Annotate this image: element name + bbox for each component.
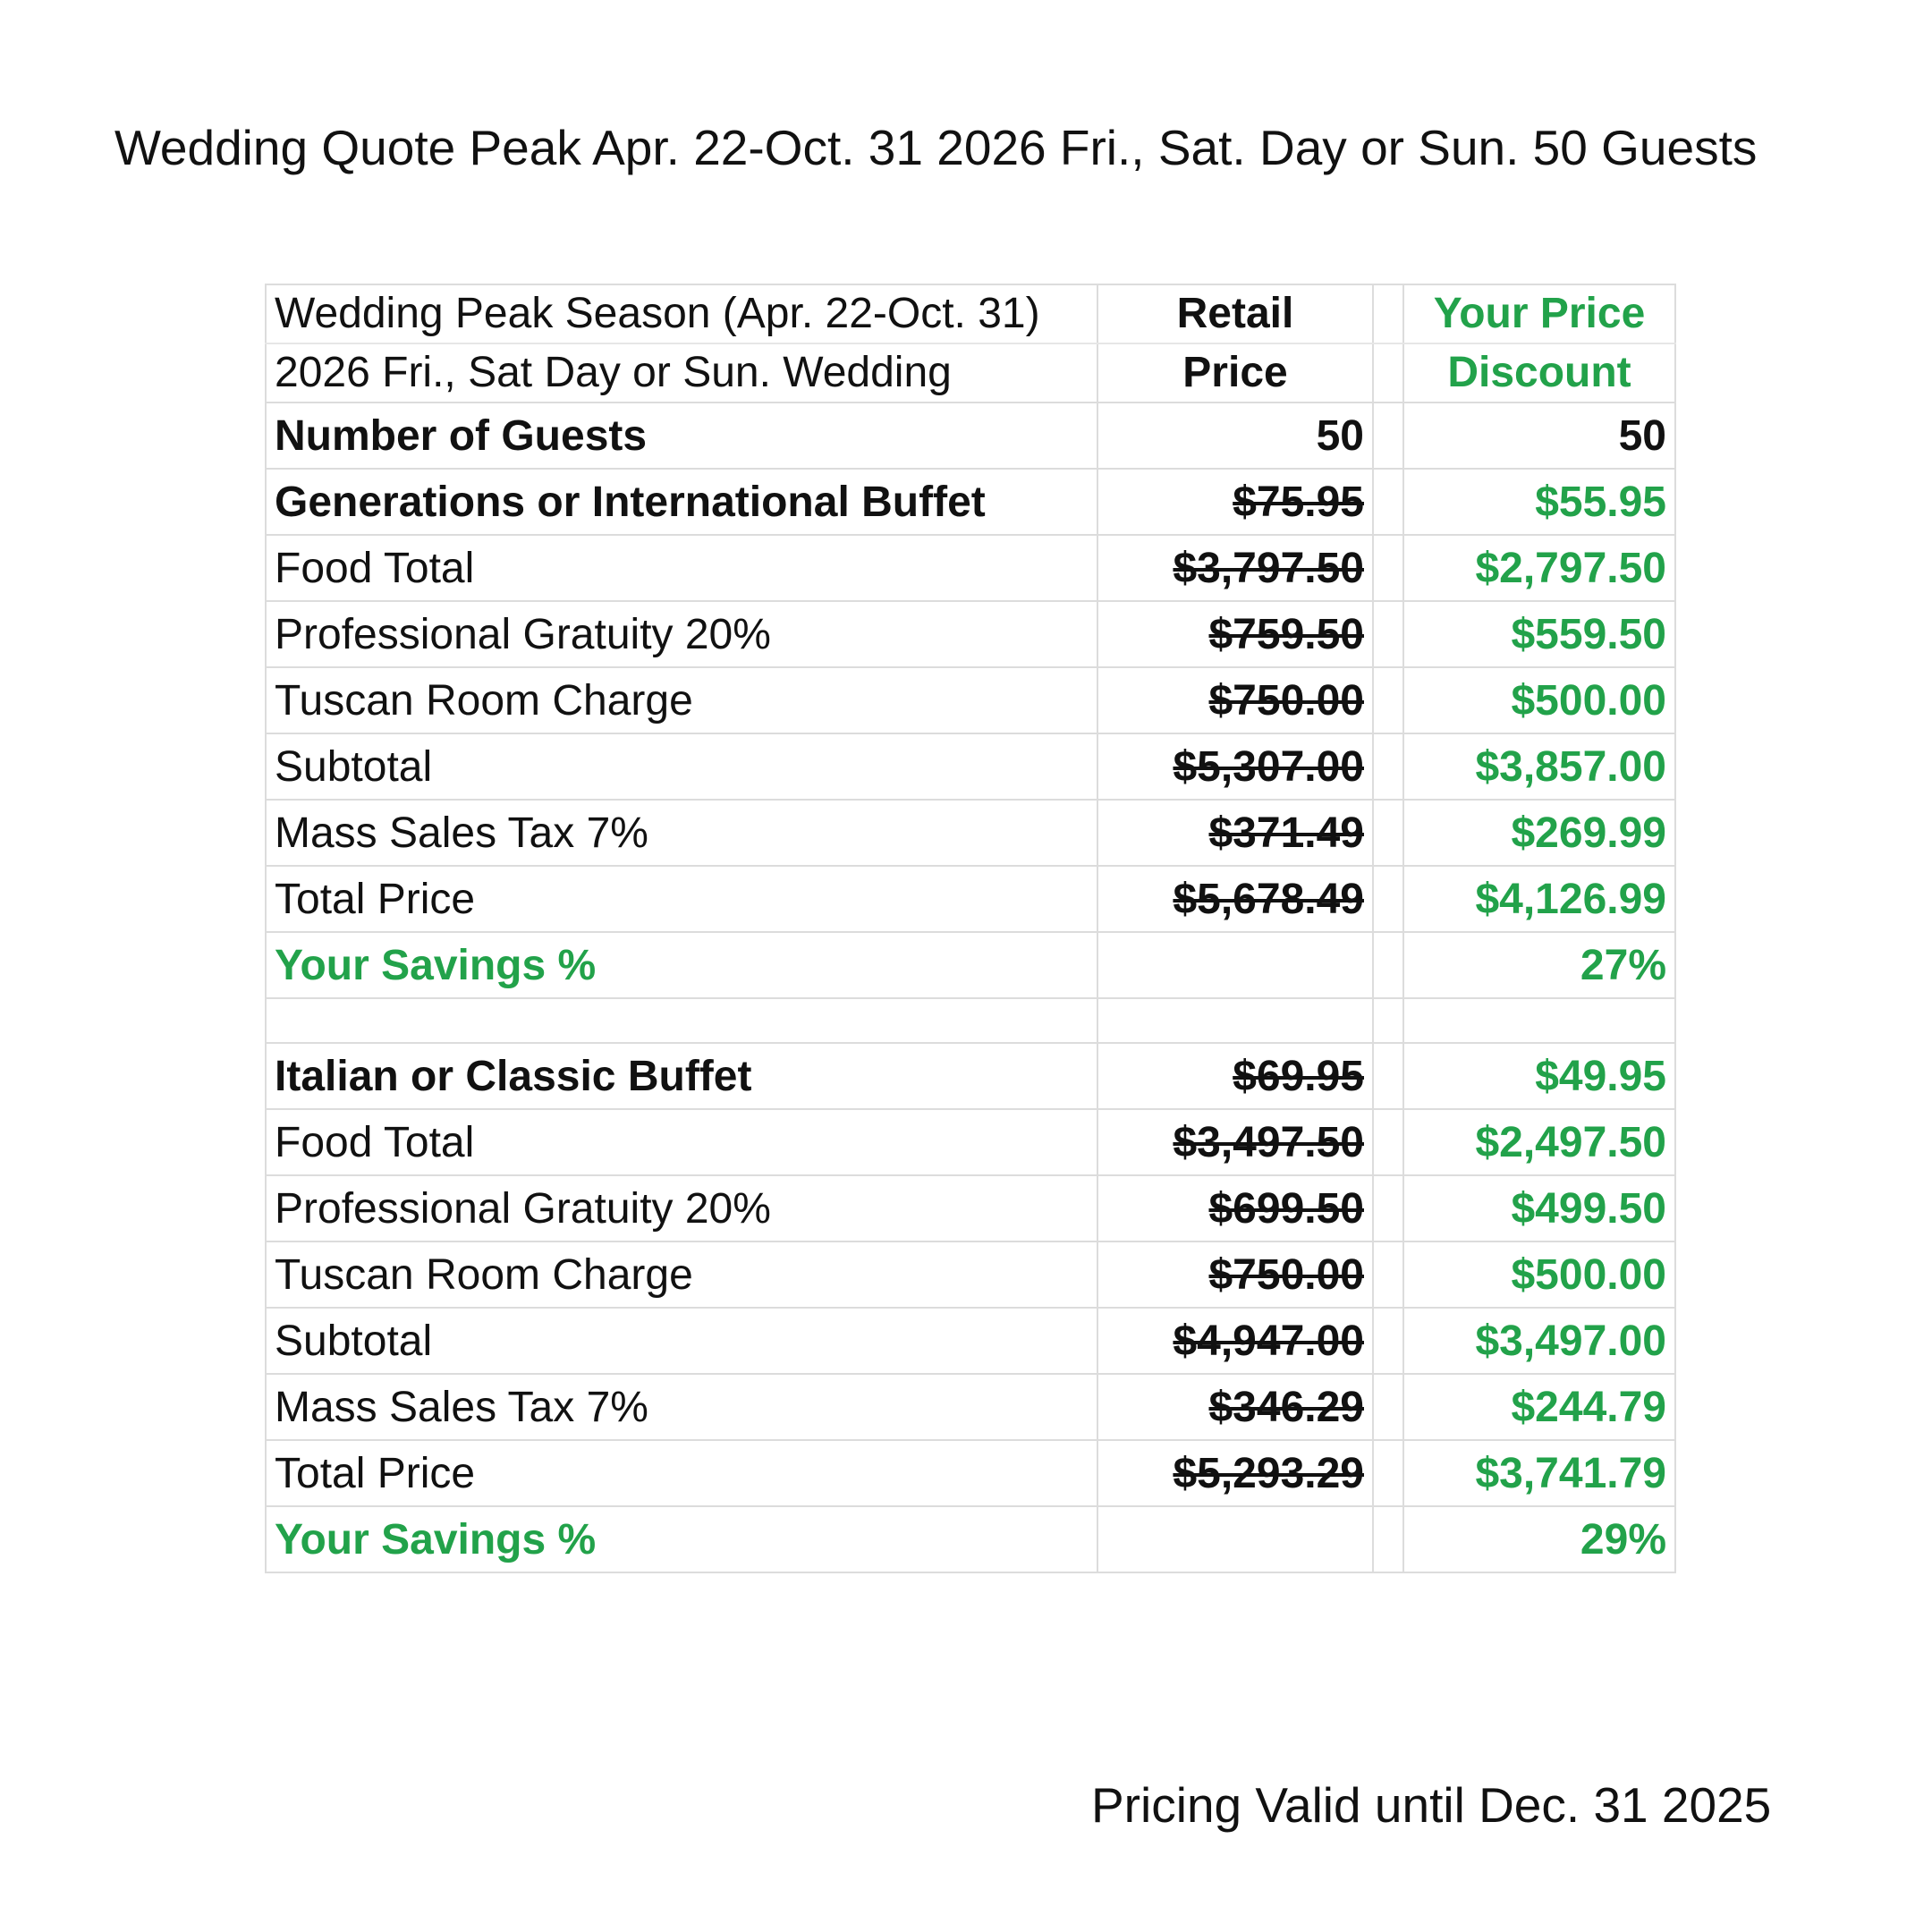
retail-price: $3,797.50 bbox=[1097, 535, 1373, 601]
gap-cell bbox=[1373, 1043, 1403, 1109]
table-row bbox=[266, 601, 1675, 667]
empty-cell bbox=[1097, 1506, 1373, 1572]
table-row bbox=[266, 1374, 1675, 1440]
retail-price: $4,947.00 bbox=[1097, 1308, 1373, 1374]
gap-cell bbox=[1373, 469, 1403, 535]
gap-cell bbox=[1373, 800, 1403, 866]
table-row bbox=[266, 1175, 1675, 1241]
your-price: $2,497.50 bbox=[1403, 1109, 1675, 1175]
row-label: Tuscan Room Charge bbox=[266, 1241, 1097, 1308]
gap-cell bbox=[1373, 932, 1403, 998]
table-row bbox=[266, 535, 1675, 601]
buffet-row bbox=[266, 1043, 1675, 1109]
gap-cell bbox=[1373, 1440, 1403, 1506]
guests-yours: 50 bbox=[1403, 402, 1675, 469]
gap-cell bbox=[1373, 284, 1403, 343]
buffet-label: Italian or Classic Buffet bbox=[266, 1043, 1097, 1109]
your-price: $55.95 bbox=[1403, 469, 1675, 535]
header-label-line1: Wedding Peak Season (Apr. 22-Oct. 31) bbox=[266, 284, 1097, 343]
your-price: $3,857.00 bbox=[1403, 733, 1675, 800]
your-price: $500.00 bbox=[1403, 1241, 1675, 1308]
row-label: Professional Gratuity 20% bbox=[266, 1175, 1097, 1241]
retail-price: $5,678.49 bbox=[1097, 866, 1373, 932]
buffet-label: Generations or International Buffet bbox=[266, 469, 1097, 535]
table-row bbox=[266, 733, 1675, 800]
header-label-line2: 2026 Fri., Sat Day or Sun. Wedding bbox=[266, 343, 1097, 402]
header-row-1 bbox=[266, 284, 1675, 343]
table-row bbox=[266, 1308, 1675, 1374]
header-yours-line2: Discount bbox=[1403, 343, 1675, 402]
your-price: $3,497.00 bbox=[1403, 1308, 1675, 1374]
table-row bbox=[266, 866, 1675, 932]
retail-price: $5,307.00 bbox=[1097, 733, 1373, 800]
guests-row bbox=[266, 402, 1675, 469]
header-retail-line1: Retail bbox=[1097, 284, 1373, 343]
header-row-2 bbox=[266, 343, 1675, 402]
retail-price: $346.29 bbox=[1097, 1374, 1373, 1440]
empty-cell bbox=[266, 998, 1097, 1043]
row-label: Subtotal bbox=[266, 733, 1097, 800]
your-price: $559.50 bbox=[1403, 601, 1675, 667]
savings-value: 27% bbox=[1403, 932, 1675, 998]
retail-price: $5,293.29 bbox=[1097, 1440, 1373, 1506]
empty-cell bbox=[1097, 932, 1373, 998]
gap-cell bbox=[1373, 402, 1403, 469]
your-price: $269.99 bbox=[1403, 800, 1675, 866]
table-row bbox=[266, 1109, 1675, 1175]
gap-cell bbox=[1373, 1506, 1403, 1572]
quote-table bbox=[265, 284, 1676, 1573]
retail-price: $699.50 bbox=[1097, 1175, 1373, 1241]
your-price: $500.00 bbox=[1403, 667, 1675, 733]
gap-cell bbox=[1373, 667, 1403, 733]
table-row bbox=[266, 1440, 1675, 1506]
table-row bbox=[266, 667, 1675, 733]
row-label: Total Price bbox=[266, 866, 1097, 932]
your-price: $2,797.50 bbox=[1403, 535, 1675, 601]
retail-price: $75.95 bbox=[1097, 469, 1373, 535]
savings-row bbox=[266, 932, 1675, 998]
gap-cell bbox=[1373, 1308, 1403, 1374]
your-price: $49.95 bbox=[1403, 1043, 1675, 1109]
row-label: Subtotal bbox=[266, 1308, 1097, 1374]
your-price: $499.50 bbox=[1403, 1175, 1675, 1241]
gap-cell bbox=[1373, 1241, 1403, 1308]
gap-cell bbox=[1373, 535, 1403, 601]
savings-label: Your Savings % bbox=[266, 932, 1097, 998]
row-label: Professional Gratuity 20% bbox=[266, 601, 1097, 667]
page-title: Wedding Quote Peak Apr. 22-Oct. 31 2026 Fri., Sat. Day or Sun. 50 Guests bbox=[114, 120, 1758, 175]
savings-row bbox=[266, 1506, 1675, 1572]
retail-price: $750.00 bbox=[1097, 1241, 1373, 1308]
your-price: $3,741.79 bbox=[1403, 1440, 1675, 1506]
header-retail-line2: Price bbox=[1097, 343, 1373, 402]
row-label: Tuscan Room Charge bbox=[266, 667, 1097, 733]
gap-cell bbox=[1373, 601, 1403, 667]
retail-price: $69.95 bbox=[1097, 1043, 1373, 1109]
row-label: Food Total bbox=[266, 1109, 1097, 1175]
row-label: Mass Sales Tax 7% bbox=[266, 800, 1097, 866]
gap-cell bbox=[1373, 1109, 1403, 1175]
gap-cell bbox=[1373, 1374, 1403, 1440]
spacer-row bbox=[266, 998, 1675, 1043]
header-yours-line1: Your Price bbox=[1403, 284, 1675, 343]
guests-retail: 50 bbox=[1097, 402, 1373, 469]
savings-value: 29% bbox=[1403, 1506, 1675, 1572]
retail-price: $759.50 bbox=[1097, 601, 1373, 667]
gap-cell bbox=[1373, 866, 1403, 932]
retail-price: $750.00 bbox=[1097, 667, 1373, 733]
gap-cell bbox=[1373, 343, 1403, 402]
empty-cell bbox=[1097, 998, 1373, 1043]
row-label: Mass Sales Tax 7% bbox=[266, 1374, 1097, 1440]
savings-label: Your Savings % bbox=[266, 1506, 1097, 1572]
guests-label: Number of Guests bbox=[266, 402, 1097, 469]
your-price: $244.79 bbox=[1403, 1374, 1675, 1440]
empty-cell bbox=[1403, 998, 1675, 1043]
buffet-row bbox=[266, 469, 1675, 535]
table-row bbox=[266, 1241, 1675, 1308]
gap-cell bbox=[1373, 733, 1403, 800]
row-label: Total Price bbox=[266, 1440, 1097, 1506]
gap-cell bbox=[1373, 1175, 1403, 1241]
retail-price: $3,497.50 bbox=[1097, 1109, 1373, 1175]
table-row bbox=[266, 800, 1675, 866]
your-price: $4,126.99 bbox=[1403, 866, 1675, 932]
retail-price: $371.49 bbox=[1097, 800, 1373, 866]
pricing-validity-note: Pricing Valid until Dec. 31 2025 bbox=[1091, 1777, 1772, 1833]
row-label: Food Total bbox=[266, 535, 1097, 601]
gap-cell bbox=[1373, 998, 1403, 1043]
